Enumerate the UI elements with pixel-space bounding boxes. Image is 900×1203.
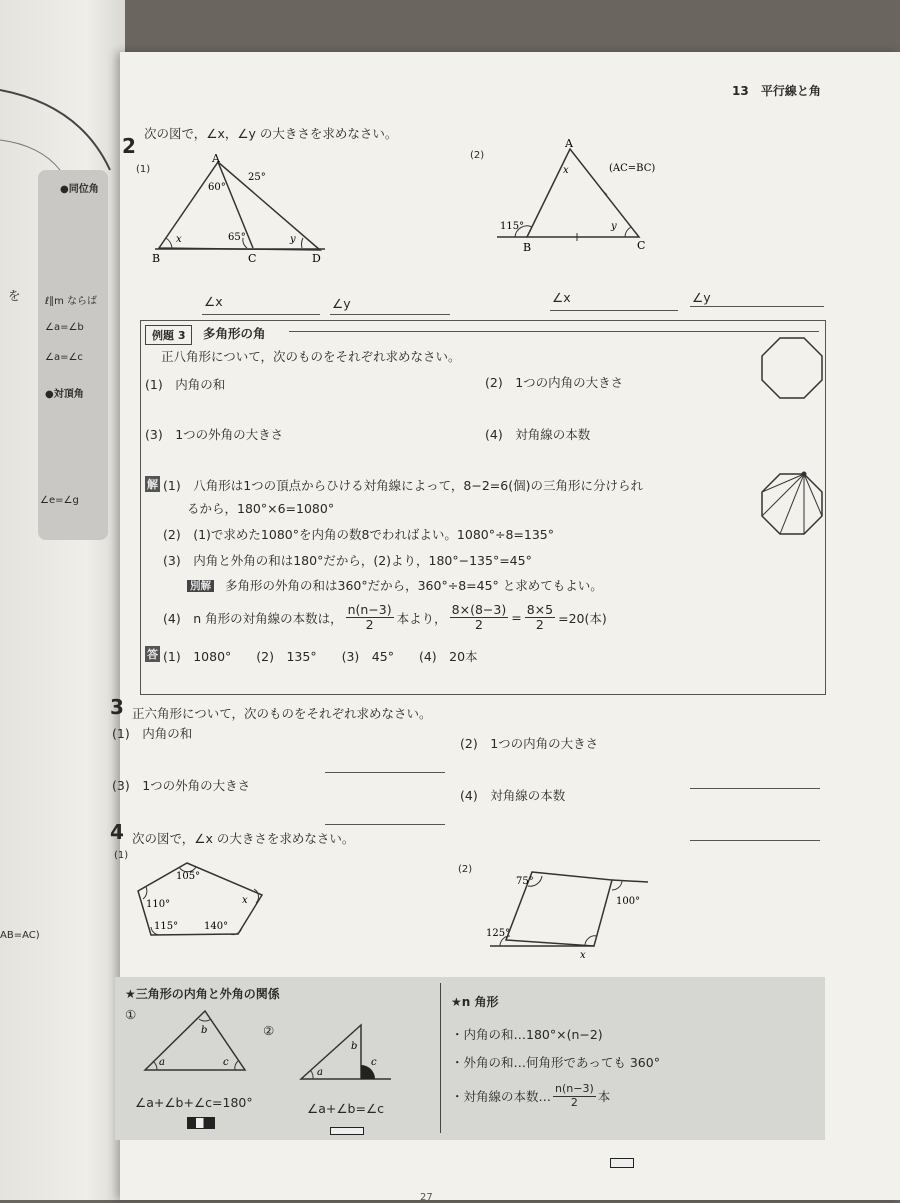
summary-box — [115, 977, 825, 1140]
answer-line[interactable] — [202, 314, 320, 315]
answer-line[interactable] — [330, 314, 450, 315]
question-item: (3) 1つの外角の大きさ — [112, 778, 251, 793]
angle-label: 115° — [154, 921, 179, 932]
question-prompt: 次の図で，∠x，∠y の大きさを求めなさい。 — [144, 126, 398, 141]
workbook-page — [110, 52, 900, 1203]
octagon-icon — [759, 335, 825, 401]
summary-left-title: ★三角形の内角と外角の関係 — [125, 987, 280, 1001]
answer-label: ∠y — [332, 296, 351, 311]
answer-label: ∠x — [552, 290, 571, 305]
angle-label: 125° — [486, 928, 511, 939]
angle-label: x — [242, 895, 248, 906]
figure-label: (2) — [470, 150, 485, 161]
angle-label: c — [371, 1057, 377, 1068]
facing-text: ℓ∥m ならば — [45, 296, 98, 307]
facing-text: ●同位角 — [60, 184, 99, 195]
question-item: (2) 1つの内角の大きさ — [460, 736, 599, 751]
question-item: (4) 対角線の本数 — [460, 788, 566, 803]
solution-line-4 — [163, 603, 607, 633]
figure-label: (1) — [136, 164, 151, 175]
answer-label: ∠y — [692, 290, 711, 305]
solution-text: =20(本) — [558, 610, 607, 626]
answer-line[interactable] — [550, 310, 678, 311]
facing-text: ∠a=∠b — [45, 322, 84, 333]
quadrilateral-figure — [480, 860, 660, 960]
angle-label: y — [290, 234, 296, 245]
triangle-figure-1 — [150, 152, 330, 265]
vertex-label: C — [248, 252, 257, 265]
question-item: (1) 内角の和 — [112, 726, 193, 741]
chapter-number: 13 — [732, 84, 749, 98]
page-tab-marker — [330, 1127, 364, 1135]
figure-label: (1) — [114, 850, 129, 861]
angle-label: 25° — [248, 172, 266, 183]
angle-label: 100° — [616, 896, 641, 907]
vertex-label: A — [565, 137, 573, 150]
solution-text: (4) n 角形の対角線の本数は， — [163, 610, 343, 626]
angle-label: 140° — [204, 921, 229, 932]
question-number: 4 — [110, 820, 124, 844]
answer-line[interactable] — [325, 824, 445, 825]
vertex-label: C — [637, 239, 646, 252]
title-rule — [289, 331, 819, 332]
question-number: 2 — [122, 134, 136, 158]
angle-label: 105° — [176, 871, 201, 882]
angle-label: 75° — [516, 876, 534, 887]
example-title: 多角形の角 — [203, 326, 266, 341]
angle-label: x — [563, 165, 569, 176]
formula: ∠a+∠b+∠c=180° — [135, 1095, 253, 1110]
angle-label: 115° — [500, 221, 525, 232]
example-item: (3) 1つの外角の大きさ — [145, 427, 284, 442]
facing-curve — [0, 60, 125, 180]
octagon-diagonals-icon — [759, 471, 825, 537]
angle-label: y — [611, 221, 617, 232]
answer-mark: 答 — [147, 648, 158, 661]
solution-text: 本より， — [396, 610, 447, 626]
page-number: 27 — [420, 1192, 433, 1203]
fraction: n(n−3) 2 — [555, 1082, 594, 1109]
fraction: $\frac{8\times(8-3)}{2}$ — [451, 602, 507, 633]
chapter-title: 平行線と角 — [760, 84, 821, 98]
summary-line — [451, 1083, 610, 1109]
angle-label: a — [317, 1067, 323, 1078]
example-item: (4) 対角線の本数 — [485, 427, 591, 442]
fraction: $\frac{8\times 5}{2}$ — [526, 602, 554, 633]
vertex-label: D — [312, 252, 321, 265]
facing-text: ●対頂角 — [45, 389, 84, 400]
exterior-angle-figure — [295, 1017, 395, 1085]
triangle-sum-figure — [135, 1005, 255, 1077]
formula: ∠a+∠b=∠c — [307, 1101, 385, 1116]
summary-right-title: ★n 角形 — [451, 995, 499, 1009]
answer-summary: (1) 1080° (2) 135° (3) 45° (4) 20本 — [163, 649, 478, 664]
angle-label: b — [201, 1025, 208, 1036]
facing-text: AB=AC) — [0, 930, 40, 941]
angle-label: 110° — [146, 899, 171, 910]
chapter-header — [732, 82, 821, 99]
case-label: ① — [125, 1007, 137, 1022]
fraction: n(n−3) 2 — [347, 602, 392, 633]
summary-line: ・外角の和…何角形であっても 360° — [451, 1055, 660, 1070]
angle-label: a — [159, 1057, 165, 1068]
answer-label: ∠x — [204, 294, 223, 309]
vertex-label: A — [212, 152, 220, 165]
pentagon-figure — [124, 857, 274, 942]
example-box — [140, 320, 826, 695]
triangle-figure-2 — [495, 137, 695, 257]
solution-line: (3) 内角と外角の和は180°だから，(2)より，180°−135°=45° — [163, 553, 532, 568]
question-number: 3 — [110, 695, 124, 719]
answer-line[interactable] — [690, 306, 824, 307]
facing-text: ∠e=∠g — [40, 495, 79, 506]
question-prompt: 正六角形について，次のものをそれぞれ求めなさい。 — [132, 706, 432, 721]
angle-label: x — [176, 234, 182, 245]
angle-label: b — [351, 1041, 358, 1052]
angle-label: x — [580, 950, 586, 961]
summary-line: ・内角の和…180°×(n−2) — [451, 1027, 603, 1042]
answer-line[interactable] — [690, 788, 820, 789]
solution-line: (2) (1)で求めた1080°を内角の数8でわればよい。1080°÷8=135° — [163, 527, 554, 542]
example-item: (1) 内角の和 — [145, 377, 226, 392]
question-prompt: 次の図で，∠x の大きさを求めなさい。 — [132, 831, 355, 846]
facing-text: ∠a=∠c — [45, 352, 83, 363]
figure-label: (2) — [458, 864, 473, 875]
example-tag: 例題 3 — [145, 325, 192, 345]
vertex-label: B — [523, 241, 532, 254]
solution-line: (1) 八角形は1つの頂点からひける対角線によって，8−2=6(個)の三角形に分けられ — [163, 478, 643, 493]
solution-mark: 解 — [147, 478, 158, 491]
alt-tag-wrap — [187, 574, 214, 593]
case-label: ② — [263, 1023, 275, 1038]
answer-line[interactable] — [325, 772, 445, 773]
angle-label: 60° — [208, 182, 226, 193]
solution-text: = — [511, 610, 522, 626]
angle-label: 65° — [228, 232, 246, 243]
condition-note: (AC=BC) — [609, 163, 656, 174]
example-prompt: 正八角形について，次のものをそれぞれ求めなさい。 — [161, 349, 461, 364]
vertex-label: B — [152, 252, 161, 265]
example-item: (2) 1つの内角の大きさ — [485, 375, 624, 390]
summary-divider — [440, 983, 441, 1133]
summary-text: 本 — [597, 1089, 611, 1105]
answer-line[interactable] — [690, 840, 820, 841]
solution-line: るから，180°×6=1080° — [187, 501, 335, 516]
facing-text: を — [8, 288, 21, 303]
alt-tag: 別解 — [187, 580, 214, 592]
page-tab-marker — [187, 1117, 215, 1129]
facing-page — [0, 0, 125, 1200]
example-tag-wrap — [145, 324, 192, 345]
summary-text: ・対角線の本数… — [451, 1089, 552, 1105]
page-tab-marker — [610, 1158, 634, 1168]
angle-label: c — [223, 1057, 229, 1068]
solution-line: 多角形の外角の和は360°だから，360°÷8=45° と求めてもよい。 — [225, 578, 603, 593]
